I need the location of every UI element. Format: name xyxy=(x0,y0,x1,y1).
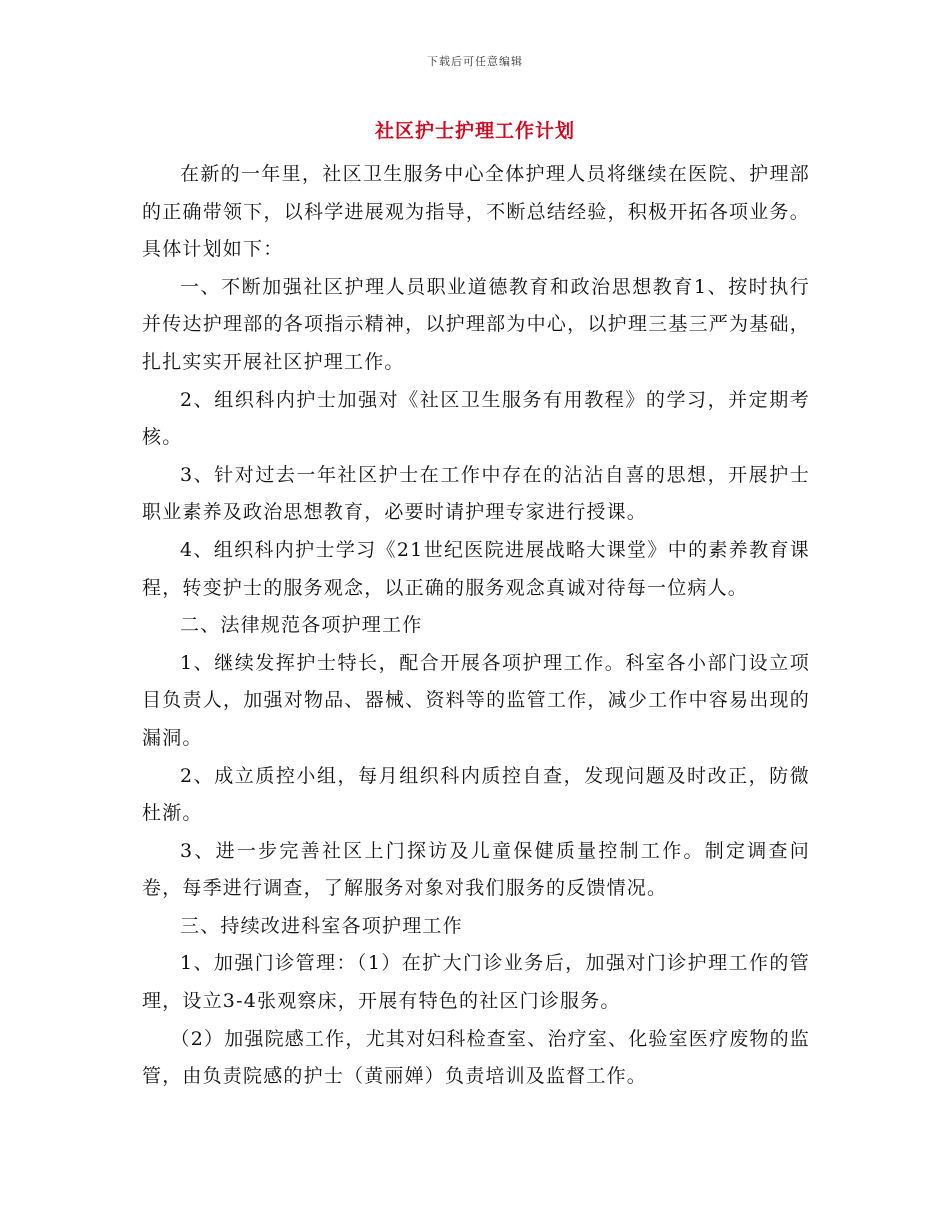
paragraph-1-2: 2、组织科内护士加强对《社区卫生服务有用教程》的学习，并定期考核。 xyxy=(142,388,810,449)
paragraph-section-2: 二、法律规范各项护理工作 xyxy=(180,614,423,637)
paragraph-3-1-2: （2）加强院感工作，尤其对妇科检查室、治疗室、化验室医疗废物的监管，由负责院感的护士（黄丽婵）负责培训及监督工作。 xyxy=(142,1027,810,1088)
header-note: 下载后可任意编辑 xyxy=(427,55,523,68)
paragraph-intro: 在新的一年里，社区卫生服务中心全体护理人员将继续在医院、护理部的正确带领下，以科学进展观为指导，不断总结经验，积极开拓各项业务。具体计划如下： xyxy=(142,163,810,261)
paragraph-section-3: 三、持续改进科室各项护理工作 xyxy=(180,914,463,937)
paragraph-2-1: 1、继续发挥护士特长，配合开展各项护理工作。科室各小部门设立项目负责人，加强对物品、器械、资料等的监管工作，减少工作中容易出现的漏洞。 xyxy=(142,651,810,749)
paragraph-2-2: 2、成立质控小组，每月组织科内质控自查，发现问题及时改正，防微杜渐。 xyxy=(142,764,810,825)
paragraph-1-4: 4、组织科内护士学习《21世纪医院进展战略大课堂》中的素养教育课程，转变护士的服务观念，以正确的服务观念真诚对待每一位病人。 xyxy=(142,538,810,599)
paragraph-section-1: 一、不断加强社区护理人员职业道德教育和政治思想教育1、按时执行并传达护理部的各项指示精神，以护理部为中心，以护理三基三严为基础，扎扎实实开展社区护理工作。 xyxy=(142,275,810,373)
paragraph-3-1: 1、加强门诊管理：（1）在扩大门诊业务后，加强对门诊护理工作的管理，设立3-4张观察床，开展有特色的社区门诊服务。 xyxy=(142,952,810,1013)
document-title: 社区护士护理工作计划 xyxy=(374,120,575,142)
document-body xyxy=(142,156,810,1096)
paragraph-1-3: 3、针对过去一年社区护士在工作中存在的沾沾自喜的思想，开展护士职业素养及政治思想教育，必要时请护理专家进行授课。 xyxy=(142,463,810,524)
paragraph-2-3: 3、进一步完善社区上门探访及儿童保健质量控制工作。制定调查问卷，每季进行调查，了解服务对象对我们服务的反馈情况。 xyxy=(142,839,810,900)
